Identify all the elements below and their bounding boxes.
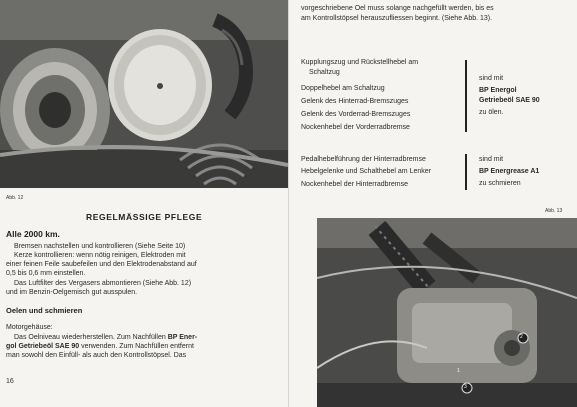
figure-12-photo [0, 0, 288, 188]
figure-13-photo [317, 218, 577, 407]
callout-3: 3 [464, 384, 467, 390]
lube-item-5: Nockenhebel der Vorderradbremse [301, 124, 410, 131]
motor-housing-label: Motorgehäuse: [6, 324, 53, 331]
maintenance-line-3: einer feinen Feile saubefeilen und den Elektrodenabstand auf [6, 261, 197, 268]
chassis-photo-illustration [317, 218, 577, 407]
oiling-subsection-title: Oelen und schmieren [6, 306, 83, 315]
lube-item-3: Gelenk des Hinterrad-Bremszuges [301, 98, 409, 105]
callout-1: 1 [457, 368, 460, 374]
group2-brace [465, 154, 467, 190]
section-heading: REGELMÄSSIGE PFLEGE [86, 212, 203, 222]
grease-item-3: Nockenhebel der Hinterradbremse [301, 181, 408, 188]
lube-item-4: Gelenk des Vorderrad-Bremszuges [301, 111, 411, 118]
motor-text-1: Das Oelniveau wiederherstellen. Zum Nachfüllen [14, 334, 168, 341]
group1-brace [465, 60, 467, 132]
maintenance-line-4: 0,5 bis 0,6 mm einstellen. [6, 270, 86, 277]
motor-bold-2: gol Getriebeöl SAE 90 [6, 343, 80, 350]
figure-12-caption: Abb. 12 [6, 195, 24, 201]
intro-line-2: am Kontrollstöpsel herauszufliessen beginnt. (Siehe Abb. 13). [301, 15, 493, 22]
grease-item-1: Pedalhebelführung der Hinterradbremse [301, 156, 426, 163]
lube-item-1b: Schaltzug [309, 69, 340, 76]
right-page [289, 0, 577, 407]
interval-title: Alle 2000 km. [6, 229, 60, 239]
figure-13-caption: Abb. 13 [545, 208, 563, 214]
maintenance-line-2: Kerze kontrollieren: wenn nötig reinigen, Elektroden mit [14, 252, 186, 259]
intro-line-1: vorgeschriebene Oel muss solange nachgefüllt werden, bis es [301, 5, 494, 12]
group1-note-1: sind mit [479, 75, 504, 82]
page-number-left: 16 [6, 378, 14, 385]
motor-text-line-2 [6, 342, 194, 351]
lube-item-1: Kupplungszug und Rückstellhebel am [301, 59, 419, 66]
maintenance-line-5: Das Luftfilter des Vergasers abmontieren (Siehe Abb. 12) [14, 280, 192, 287]
group1-note-2: BP Energol [479, 87, 517, 94]
grease-item-2: Hebelgelenke und Schalthebel am Lenker [301, 168, 431, 175]
group2-note-2: BP Energrease A1 [479, 168, 540, 175]
motor-text-line-1 [14, 333, 197, 342]
motor-text-line-3: man sowohl den Einfüll- als auch den Kontrollstöpsel. Das [6, 352, 187, 359]
lube-item-2: Doppelhebel am Schaltzug [301, 85, 385, 92]
group1-note-4: zu ölen. [479, 109, 504, 116]
callout-2: 2 [520, 334, 523, 340]
motor-bold-1: BP Ener- [167, 334, 198, 341]
maintenance-line-1: Bremsen nachstellen und kontrollieren (Siehe Seite 10) [14, 243, 186, 250]
engine-photo-illustration [0, 0, 288, 188]
motor-text-2: verwenden. Zum Nachfüllen entfernt [79, 343, 194, 350]
group1-note-3: Getriebeöl SAE 90 [479, 97, 540, 104]
maintenance-line-6: und im Benzin-Oelgemisch gut ausspulen. [6, 289, 138, 296]
group2-note-3: zu schmieren [479, 180, 521, 187]
group2-note-1: sind mit [479, 156, 504, 163]
